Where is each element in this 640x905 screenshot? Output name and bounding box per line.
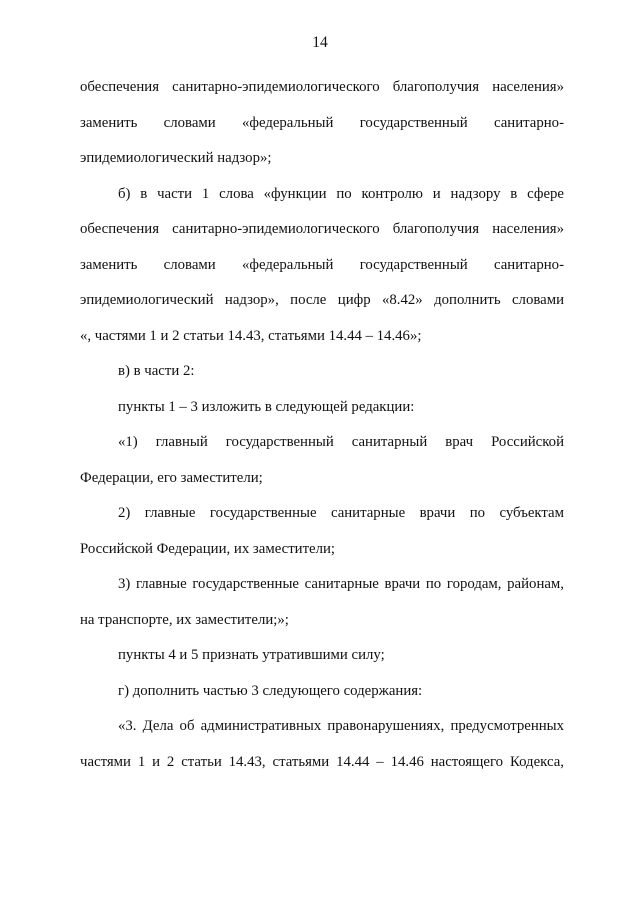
text-line: заменить словами «федеральный государственный санитарно-	[80, 114, 564, 131]
text-line: заменить словами «федеральный государственный санитарно-	[80, 256, 564, 273]
text-line: пункты 1 – 3 изложить в следующей редакции:	[118, 398, 415, 415]
text-line: «1) главный государственный санитарный врач Российской	[118, 434, 564, 450]
text-line: 3) главные государственные санитарные врачи по городам, районам,	[118, 576, 564, 592]
text-line: обеспечения санитарно-эпидемиологического благополучия населения»	[80, 79, 564, 95]
text-line: 2) главные государственные санитарные врачи по субъектам	[118, 505, 564, 521]
text-line: б) в части 1 слова «функции по контролю и надзору в сфере	[118, 185, 564, 202]
text-line: эпидемиологический надзор»;	[80, 150, 272, 166]
text-line: обеспечения санитарно-эпидемиологического благополучия населения»	[80, 221, 564, 237]
text-line: частями 1 и 2 статьи 14.43, статьями 14.44 – 14.46 настоящего Кодекса,	[80, 753, 564, 770]
text-line: эпидемиологический надзор», после цифр «8.42» дополнить словами	[80, 292, 564, 308]
text-line: «3. Дела об административных правонарушениях, предусмотренных	[118, 718, 564, 734]
page-number: 14	[312, 34, 328, 51]
text-line: на транспорте, их заместители;»;	[80, 611, 289, 628]
text-line: г) дополнить частью 3 следующего содержания:	[118, 682, 423, 699]
document-body	[80, 70, 564, 780]
text-line: Федерации, его заместители;	[80, 469, 263, 486]
text-line: Российской Федерации, их заместители;	[80, 540, 336, 557]
text-line: «, частями 1 и 2 статьи 14.43, статьями 14.44 – 14.46»;	[80, 327, 422, 344]
text-line: пункты 4 и 5 признать утратившими силу;	[118, 647, 385, 663]
text-line: в) в части 2:	[118, 363, 195, 379]
